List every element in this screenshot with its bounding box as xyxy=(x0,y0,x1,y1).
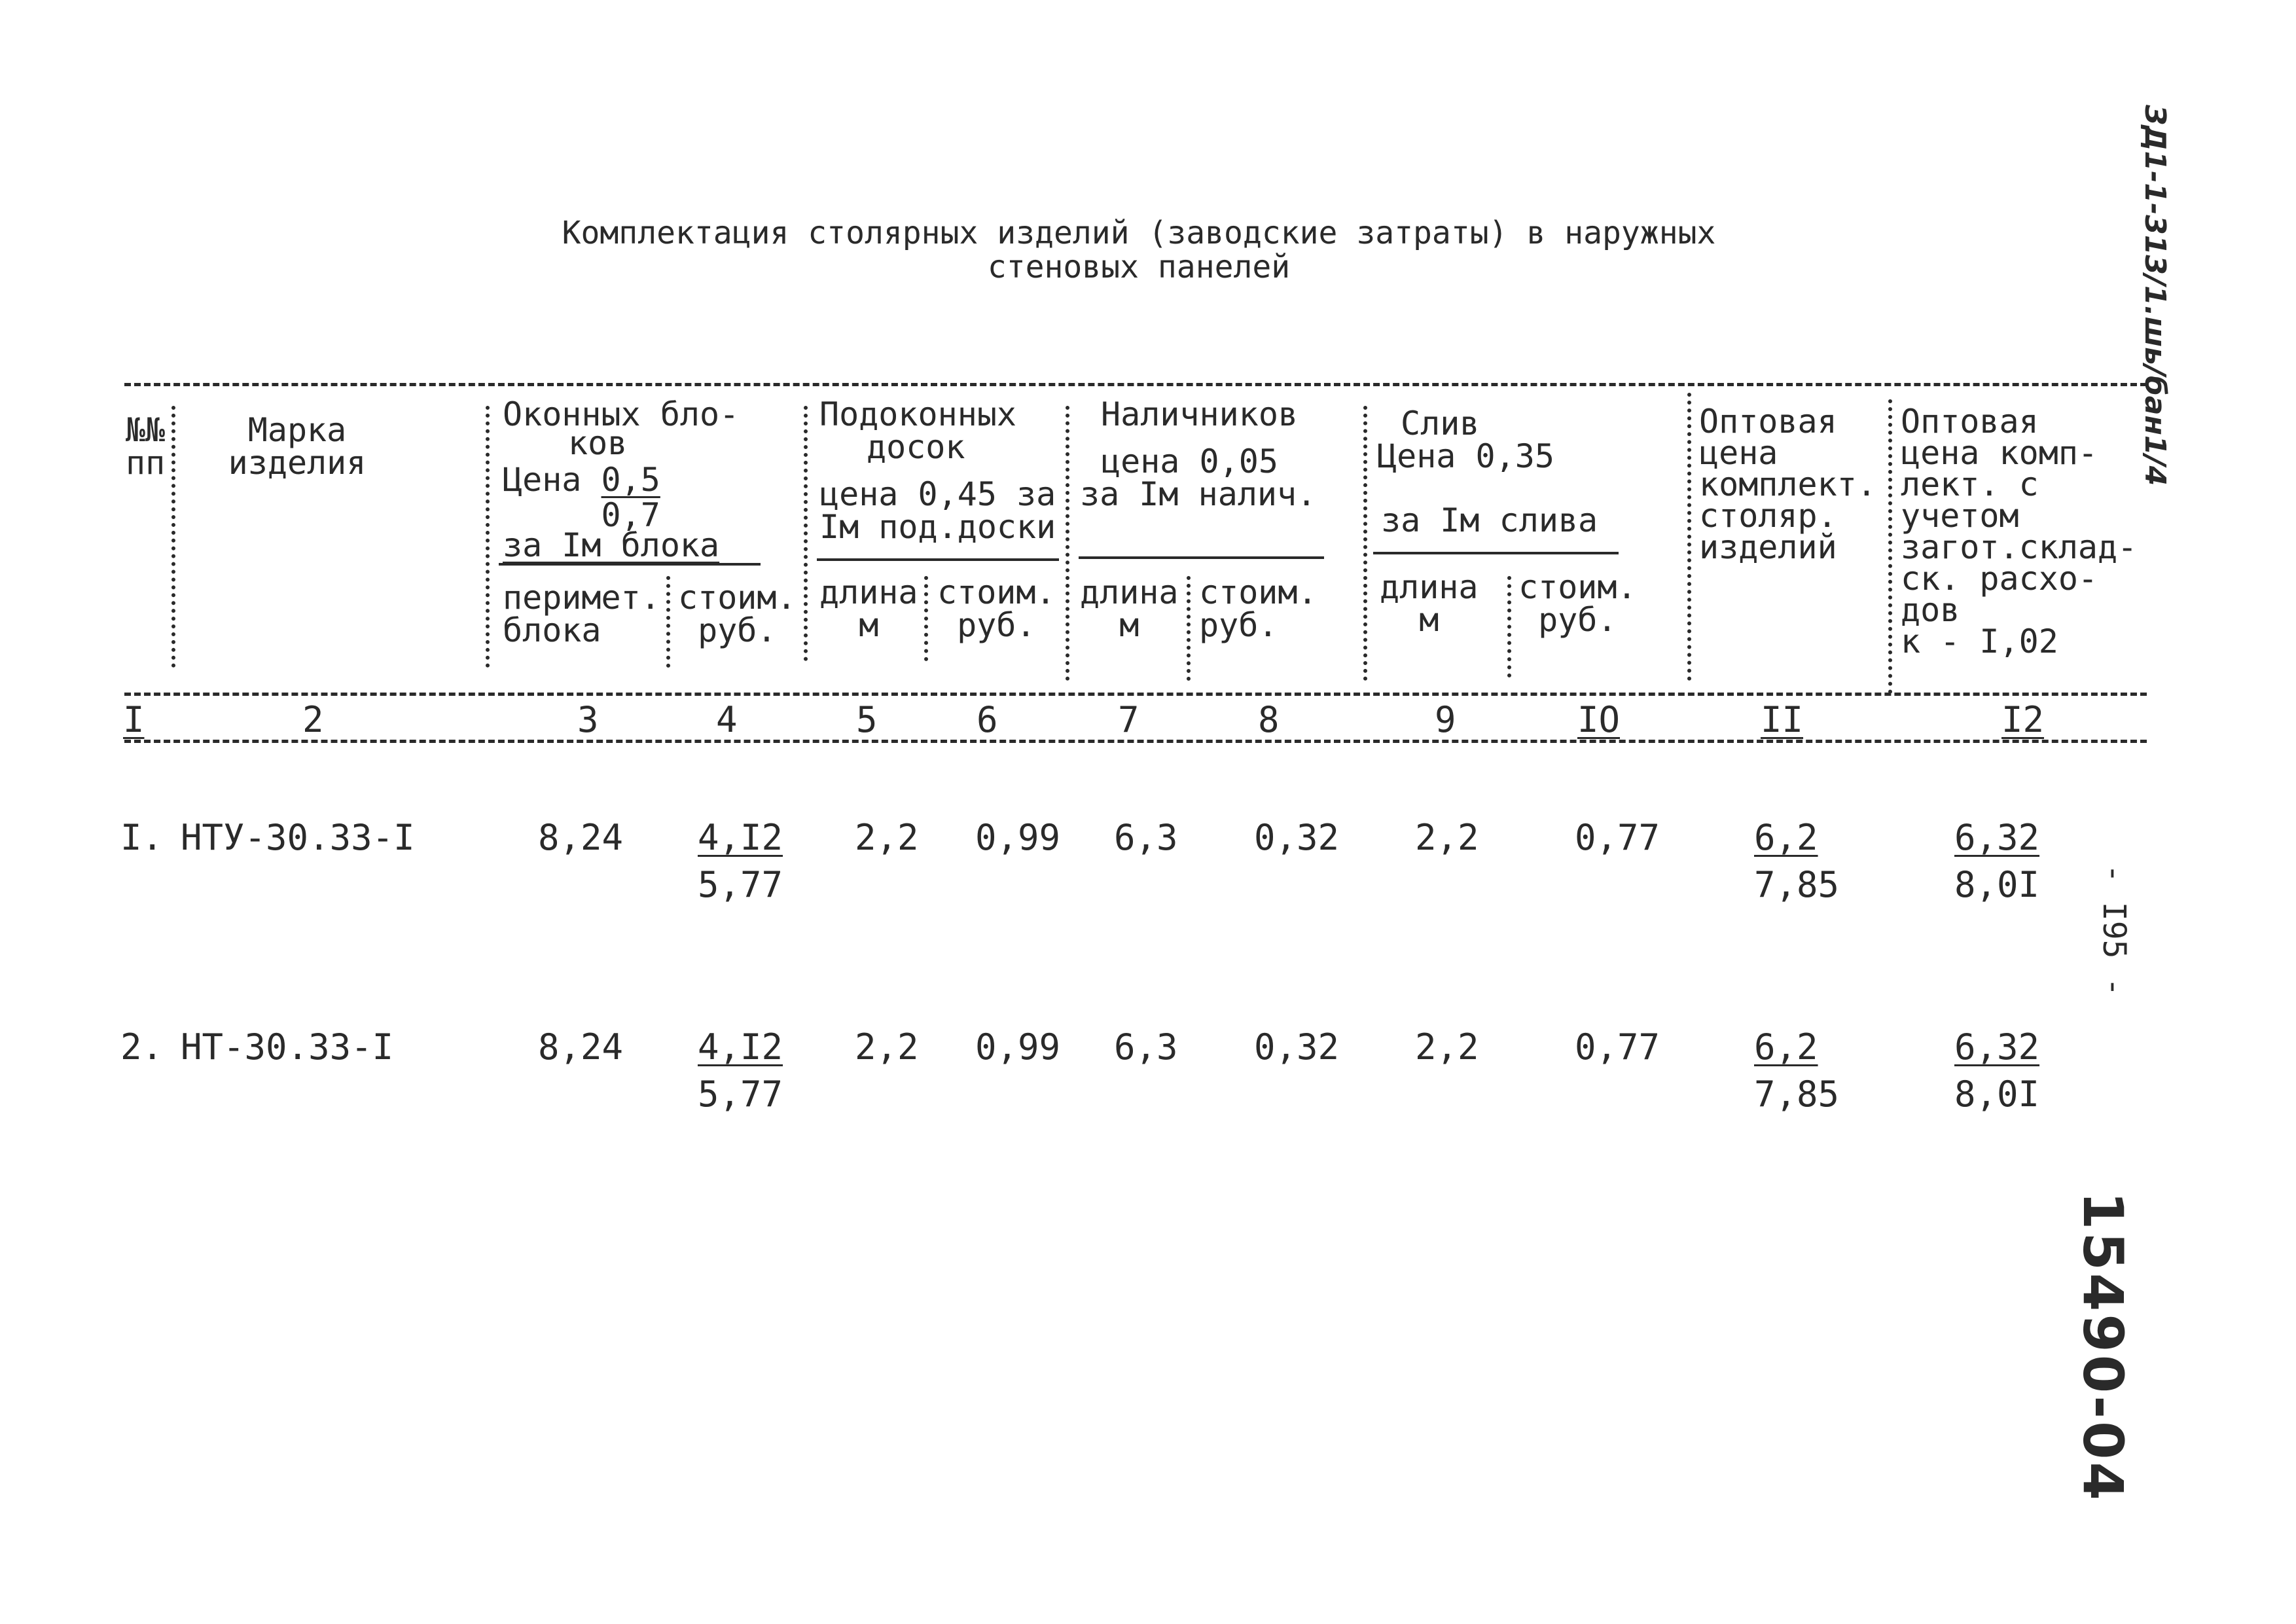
column-number: 2 xyxy=(302,699,324,740)
cell-c4-top: 4,I2 xyxy=(698,1026,783,1068)
drain-group-rule xyxy=(1373,552,1619,554)
column-number: 6 xyxy=(977,699,998,740)
document-number: 15490-04 xyxy=(2071,1191,2135,1503)
col-separator-11 xyxy=(1888,399,1892,694)
header-drain-sub-a: длина м xyxy=(1380,568,1479,639)
header-sills-title: Подоконных досок xyxy=(819,395,1017,466)
column-number: 9 xyxy=(1435,699,1456,740)
col-separator-3 xyxy=(666,576,670,668)
cell-c9: 2,2 xyxy=(1415,1026,1479,1068)
cell-c10: 0,77 xyxy=(1575,1026,1660,1068)
column-number: 8 xyxy=(1258,699,1280,740)
cell-c3: 8,24 xyxy=(538,817,624,858)
header-col12: Оптовая цена комп- лект. с учетом загот.склад- ск. расхо- дов к - I,02 xyxy=(1901,403,2138,660)
side-document-code: ЗД1-1-313/1.шь/бан1/4 xyxy=(2138,105,2172,486)
column-number: 3 xyxy=(577,699,599,740)
header-windows-sub-a: перимет. блока xyxy=(503,579,660,649)
header-drain-per-unit: за Iм слива xyxy=(1381,501,1598,539)
row-mark: НТУ-30.33-I xyxy=(181,817,415,858)
col-separator-5 xyxy=(924,576,928,661)
header-drain-price: Цена 0,35 xyxy=(1377,437,1554,475)
header-windows-title: Оконных бло- xyxy=(503,395,740,433)
header-col1: №№ пп xyxy=(126,411,166,482)
column-number: 5 xyxy=(856,699,878,740)
table-top-rule xyxy=(124,383,2147,386)
cell-c4-bottom: 5,77 xyxy=(698,1074,783,1115)
col-separator-1 xyxy=(171,406,175,668)
cell-c3: 8,24 xyxy=(538,1026,624,1068)
cell-c7: 6,3 xyxy=(1114,1026,1178,1068)
header-sills-price: цена 0,45 за xyxy=(819,475,1056,513)
cell-c8: 0,32 xyxy=(1254,1026,1340,1068)
column-number: 7 xyxy=(1118,699,1139,740)
column-number: I xyxy=(123,699,145,740)
header-sills-sub-a: длина м xyxy=(819,573,918,644)
header-windows-per-unit: за Iм блока xyxy=(503,526,720,564)
header-col2: Марка изделия xyxy=(228,411,367,482)
col-separator-10 xyxy=(1687,393,1691,681)
row-mark: НТ-30.33-I xyxy=(181,1026,394,1068)
column-number: I2 xyxy=(2001,699,2045,740)
column-number: 4 xyxy=(716,699,738,740)
header-sills-sub-b: стоим. руб. xyxy=(937,573,1056,644)
cell-c6: 0,99 xyxy=(975,817,1061,858)
cell-c7: 6,3 xyxy=(1114,817,1178,858)
column-number: IO xyxy=(1577,699,1621,740)
windows-price-numerator: 0,5 xyxy=(601,461,660,499)
cell-c8: 0,32 xyxy=(1254,817,1340,858)
cell-c11-top: 6,2 xyxy=(1754,817,1818,858)
header-trims-sub-a: длина м xyxy=(1080,573,1179,644)
cell-c12-bottom: 8,0I xyxy=(1954,864,2040,905)
header-trims-per-unit: за Iм налич. xyxy=(1080,475,1317,513)
cell-c6: 0,99 xyxy=(975,1026,1061,1068)
col-separator-6 xyxy=(1066,406,1069,681)
header-windows-title-cont: ков xyxy=(568,424,628,462)
header-bottom-rule xyxy=(124,693,2147,696)
cell-c12-top: 6,32 xyxy=(1954,1026,2040,1068)
windows-price-denominator: 0,7 xyxy=(601,496,660,534)
cell-c5: 2,2 xyxy=(855,817,919,858)
col-separator-9 xyxy=(1507,576,1511,677)
header-trims-sub-b: стоим. руб. xyxy=(1199,573,1318,644)
cell-c9: 2,2 xyxy=(1415,817,1479,858)
row-number: I. xyxy=(120,817,164,858)
header-sills-per-unit: Iм под.доски xyxy=(819,508,1056,546)
header-trims-price: цена 0,05 xyxy=(1101,442,1278,480)
header-windows-price: Цена $\frac{0,5}{0,7}$ xyxy=(503,461,660,534)
col-separator-4 xyxy=(804,406,808,661)
header-col11: Оптовая цена комплект. столяр. изделий xyxy=(1699,403,1876,566)
cell-c10: 0,77 xyxy=(1575,817,1660,858)
document-title-line1: Комплектация столярных изделий (заводские затраты) в наружных xyxy=(562,215,1716,251)
page-number: - I95 - xyxy=(2096,864,2132,997)
cell-c5: 2,2 xyxy=(855,1026,919,1068)
header-trims-title: Наличников xyxy=(1101,395,1299,433)
document-title-line2: стеновых панелей xyxy=(987,249,1291,285)
cell-c11-bottom: 7,85 xyxy=(1754,1074,1840,1115)
col-separator-2 xyxy=(486,406,490,668)
header-drain-sub-b: стоим. руб. xyxy=(1518,568,1637,639)
cell-c11-bottom: 7,85 xyxy=(1754,864,1840,905)
column-number: II xyxy=(1761,699,1804,740)
col-separator-7 xyxy=(1187,576,1191,681)
col-separator-8 xyxy=(1363,406,1367,681)
trims-group-rule xyxy=(1079,556,1324,559)
row-number: 2. xyxy=(120,1026,164,1068)
cell-c4-bottom: 5,77 xyxy=(698,864,783,905)
sills-group-rule xyxy=(817,558,1059,561)
cell-c12-top: 6,32 xyxy=(1954,817,2040,858)
header-windows-sub-b: стоим. руб. xyxy=(678,579,797,649)
cell-c4-top: 4,I2 xyxy=(698,817,783,858)
cell-c11-top: 6,2 xyxy=(1754,1026,1818,1068)
header-drain-title: Слив xyxy=(1401,405,1480,442)
cell-c12-bottom: 8,0I xyxy=(1954,1074,2040,1115)
